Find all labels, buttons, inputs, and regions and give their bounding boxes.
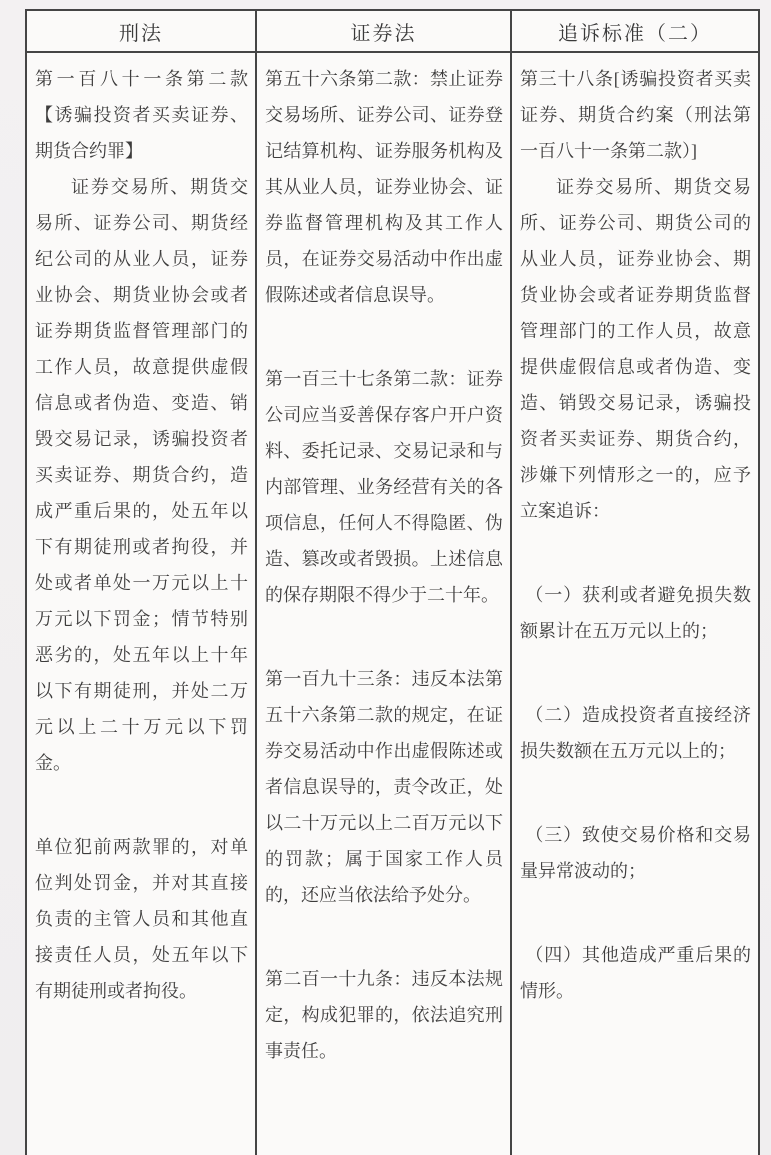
header-securities-law: 证券法 — [256, 10, 511, 52]
prosecution-condition-1: （一）获利或者避免损失数额累计在五万元以上的； — [520, 585, 751, 641]
cell-criminal-law — [26, 52, 256, 1155]
cell-prosecution-standard — [511, 52, 759, 1155]
prosecution-condition-2: （二）造成投资者直接经济损失数额在五万元以上的； — [520, 705, 751, 761]
article-56-paragraph: 第五十六条第二款：禁止证券交易场所、证券公司、证券登记结算机构、证券服务机构及其从业人员，证券业协会、证券监督管理机构及其工作人员，在证券交易活动中作出虚假陈述或者信息误导。 — [265, 69, 503, 305]
article-38-body: 证券交易所、期货交易所、证券公司、期货公司的从业人员，证券业协会、期货业协会或者证券期货监督管理部门的工作人员，故意提供虚假信息或者伪造、变造、销毁交易记录，诱骗投资者买卖证券、期货合约，涉嫌下列情形之一的，应予立案追诉： — [520, 177, 751, 521]
article-181-unit-crime-clause: 单位犯前两款罪的，对单位判处罚金，并对其直接负责的主管人员和其他直接责任人员，处五年以下有期徒刑或者拘役。 — [35, 837, 248, 1001]
securities-law-text-block — [265, 61, 503, 1149]
criminal-law-text-block — [35, 61, 248, 1149]
article-181-heading: 第一百八十一条第二款【诱骗投资者买卖证券、期货合约罪】 — [35, 69, 248, 161]
article-38-heading: 第三十八条[诱骗投资者买卖证券、期货合约案（刑法第一百八十一条第二款）] — [520, 69, 751, 161]
article-193-paragraph: 第一百九十三条：违反本法第五十六条第二款的规定，在证券交易活动中作出虚假陈述或者信息误导的，责令改正，处以二十万元以上二百万元以下的罚款；属于国家工作人员的，还应当依法给予处分。 — [265, 669, 503, 905]
article-219-paragraph: 第二百一十九条：违反本法规定，构成犯罪的，依法追究刑事责任。 — [265, 969, 503, 1061]
prosecution-condition-4: （四）其他造成严重后果的情形。 — [520, 945, 751, 1001]
header-prosecution-standard: 追诉标准（二） — [511, 10, 759, 52]
header-row — [26, 10, 759, 52]
cell-securities-law — [256, 52, 511, 1155]
prosecution-condition-3: （三）致使交易价格和交易量异常波动的； — [520, 825, 751, 881]
content-row — [26, 52, 759, 1155]
article-137-paragraph: 第一百三十七条第二款：证券公司应当妥善保存客户开户资料、委托记录、交易记录和与内部管理、业务经营有关的各项信息，任何人不得隐匿、伪造、篡改或者毁损。上述信息的保存期限不得少于二十年。 — [265, 369, 503, 605]
law-comparison-table — [25, 9, 760, 1155]
header-criminal-law: 刑法 — [26, 10, 256, 52]
prosecution-standard-text-block — [520, 61, 751, 1149]
article-181-body: 证券交易所、期货交易所、证券公司、期货经纪公司的从业人员，证券业协会、期货业协会或者证券期货监督管理部门的工作人员，故意提供虚假信息或者伪造、变造、销毁交易记录，诱骗投资者买卖证券、期货合约，造成严重后果的，处五年以下有期徒刑或者拘役，并处或者单处一万元以上十万元以下罚金；情节特别恶劣的，处五年以上十年以下有期徒刑，并处二万元以上二十万元以下罚金。 — [35, 177, 248, 773]
